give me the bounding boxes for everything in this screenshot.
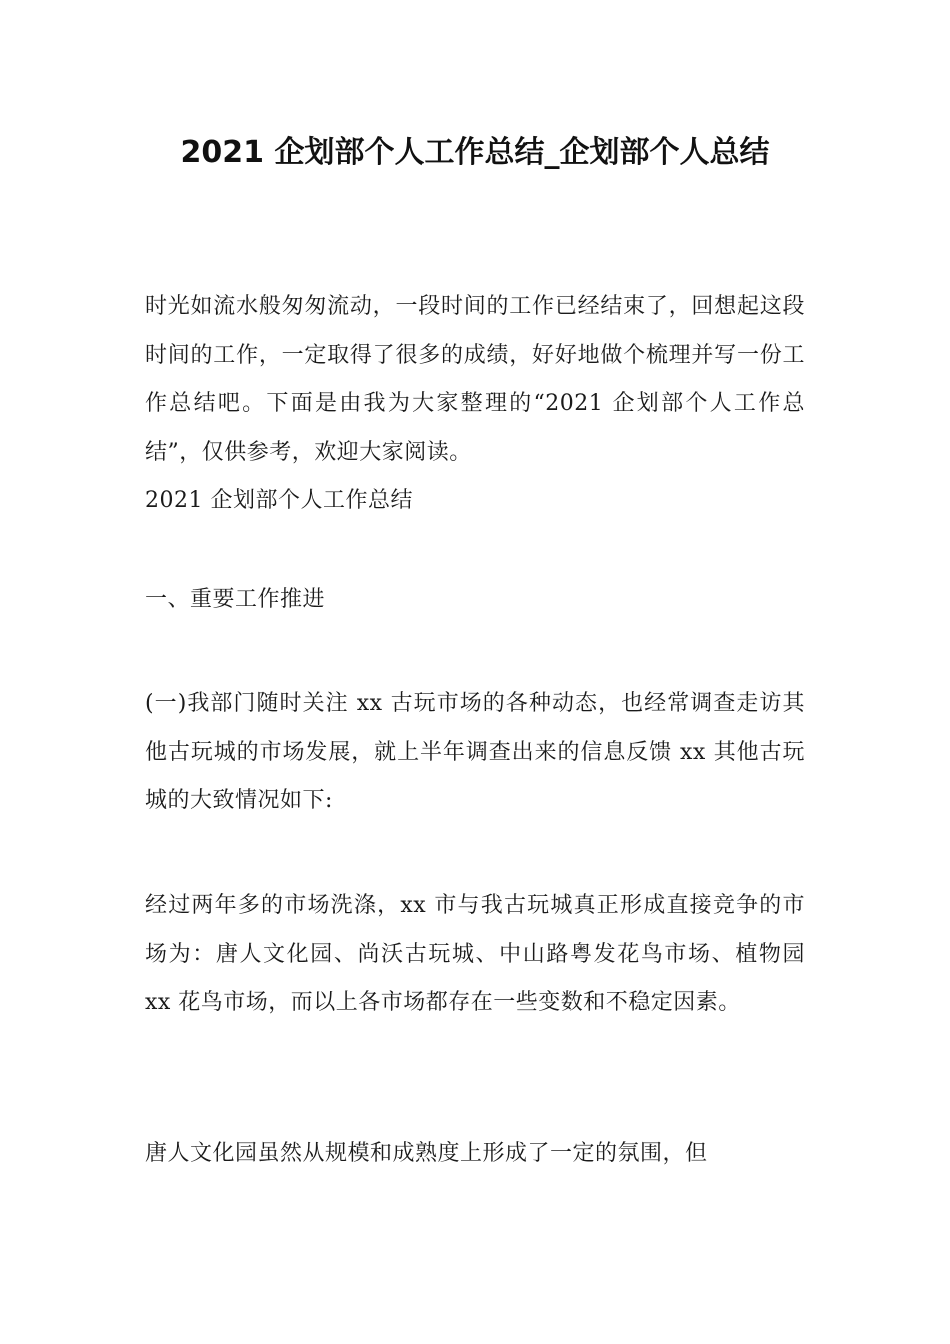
market-paragraph: 经过两年多的市场洗涤，xx 市与我古玩城真正形成直接竞争的市场为：唐人文化园、尚沃古玩城、中山路粤发花鸟市场、植物园 xx 花鸟市场，而以上各市场都存在一些变数和不稳定因素。 — [145, 893, 805, 1015]
intro-paragraph: 时光如流水般匆匆流动，一段时间的工作已经结束了，回想起这段时间的工作，一定取得了很多的成绩，好好地做个梳理并写一份工作总结吧。下面是由我为大家整理的“2021 企划部个人工作总结”，仅供参考，欢迎大家阅读。 — [145, 294, 805, 465]
item-one-paragraph: (一)我部门随时关注 xx 古玩市场的各种动态，也经常调查走访其他古玩城的市场发展，就上半年调查出来的信息反馈 xx 其他古玩城的大致情况如下: — [145, 691, 805, 813]
tangren-paragraph: 唐人文化园虽然从规模和成熟度上形成了一定的氛围，但 — [145, 1141, 708, 1166]
section-heading: 一、重要工作推进 — [145, 587, 326, 612]
summary-subtitle: 2021 企划部个人工作总结 — [145, 488, 413, 513]
document-title: 2021 企划部个人工作总结_企划部个人总结 — [180, 135, 770, 170]
